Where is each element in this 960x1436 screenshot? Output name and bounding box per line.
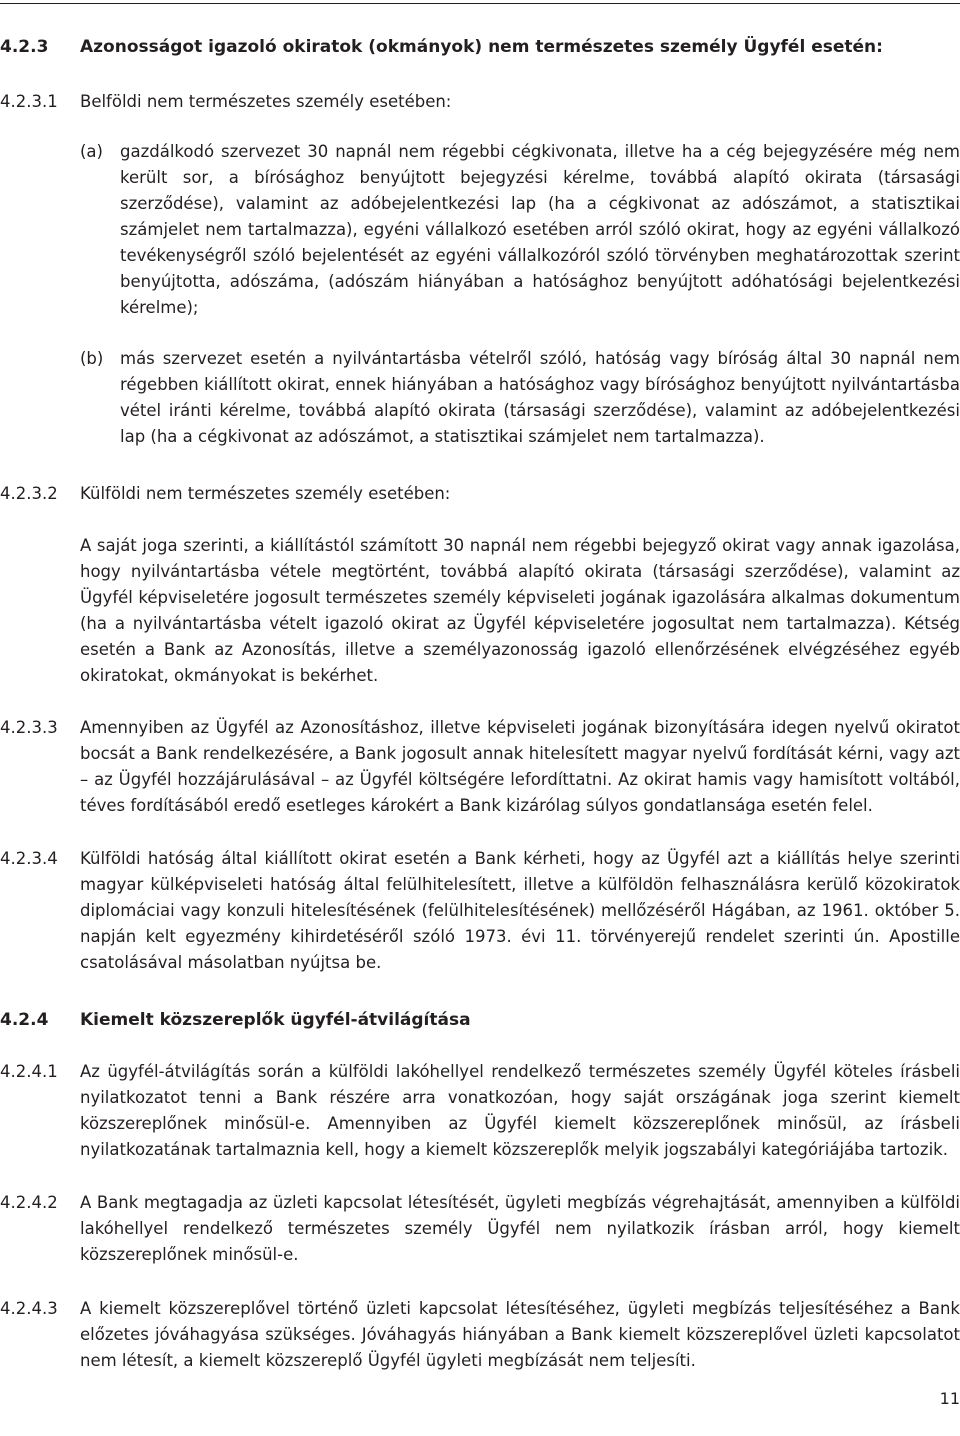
item-text-a: gazdálkodó szervezet 30 napnál nem régebbi cégkivonata, illetve ha a cég bejegyzésére még nem került sor, a bírósághoz benyújtott bejegyzési kérelme, továbbá alapító okirata (társasági szerződése), valamint az adóbejelentkezési lap (ha a cégkivonat az adószámot, a statisztikai számjelet nem tartalmazza), egyéni vállalkozó esetében arról szóló okirat, hogy az egyéni vállalkozó tevékenységről szóló bejelentését az egyéni vállalkozóról szóló törvényben meghatározottak szerint benyújtotta, adószáma, (adószám hiányában a hatósághoz benyújtott adóhatósági bejelentkezési kérelme); <box>120 142 960 317</box>
paragraph-number-4-2-3-4: 4.2.3.4 <box>0 849 58 868</box>
page-number: 11 <box>939 1389 960 1408</box>
paragraph-number-4-2-4-2: 4.2.4.2 <box>0 1193 58 1212</box>
paragraph-number-4-2-4-3: 4.2.4.3 <box>0 1299 58 1318</box>
subsection-number: 4.2.3.2 <box>0 484 58 503</box>
subsection-heading-4-2-3-2 <box>0 481 960 507</box>
subsection-number: 4.2.3.1 <box>0 92 58 111</box>
section-title: Kiemelt közszereplők ügyfél-átvilágítása <box>80 1010 471 1030</box>
header-rule <box>0 3 960 4</box>
section-number: 4.2.3 <box>0 37 49 57</box>
paragraph-4-2-4-3: A kiemelt közszereplővel történő üzleti kapcsolat létesítéséhez, ügyleti megbízás teljesítéséhez a Bank előzetes jóváhagyása szükséges. Jóváhagyás hiányában a Bank kiemelt közszereplővel üzleti kapcsolatot nem létesít, a kiemelt közszereplő Ügyfél ügyleti megbízását nem teljesíti. <box>80 1299 960 1370</box>
section-heading-4-2-4 <box>0 1007 960 1033</box>
subsection-title: Külföldi nem természetes személy esetében: <box>80 484 451 503</box>
subsection-heading-4-2-3-1 <box>0 89 960 115</box>
item-label-b: (b) <box>80 349 104 368</box>
paragraph-number-4-2-4-1: 4.2.4.1 <box>0 1062 58 1081</box>
paragraph-number-4-2-3-3: 4.2.3.3 <box>0 718 58 737</box>
item-text-b: más szervezet esetén a nyilvántartásba vételről szóló, hatóság vagy bíróság által 30 napnál nem régebben kiállított okirat, ennek hiányában a hatósághoz vagy bírósághoz benyújtott nyilvántartásba vétel iránti kérelme, továbbá alapító okirata (társasági szerződése), valamint az adóbejelentkezési lap (ha a cégkivonat az adószámot, a statisztikai számjelet nem tartalmazza). <box>120 349 960 446</box>
paragraph-4-2-3-4: Külföldi hatóság által kiállított okirat esetén a Bank kérheti, hogy az Ügyfél azt a kiállítás helye szerinti magyar külképviseleti hatóság által felülhitelesített, illetve a külföldön felhasználásra kerülő közokiratok diplomáciai vagy konzuli hitelesítésének (felülhitelesítésének) mellőzéséről Hágában, az 1961. október 5. napján kelt egyezmény kihirdetéséről szóló 1973. évi 11. törvényerejű rendelet szerinti ún. Apostille csatolásával másolatban nyújtsa be. <box>80 849 960 972</box>
paragraph-4-2-3-2: A saját joga szerinti, a kiállítástól számított 30 napnál nem régebbi bejegyző okirat vagy annak igazolása, hogy nyilvántartásba vétele megtörtént, továbbá alapító okirata (társasági szerződése), valamint az Ügyfél képviseletére jogosult természetes személy képviseleti jogának igazolására alkalmas dokumentum (ha a nyilvántartásba vételt igazoló okirat az Ügyfél képviseletére jogosultat nem tartalmazza). Kétség esetén a Bank az Azonosítás, illetve a személyazonosság igazoló ellenőrzésének elvégzéséhez egyéb okiratokat, okmányokat is bekérhet. <box>80 536 960 685</box>
paragraph-4-2-3-3: Amennyiben az Ügyfél az Azonosításhoz, illetve képviseleti jogának bizonyítására idegen nyelvű okiratot bocsát a Bank rendelkezésére, a Bank jogosult annak hitelesített magyar nyelvű fordítását kérni, vagy azt – az Ügyfél hozzájárulásával – az Ügyfél költségére lefordíttatni. Az okirat hamis vagy hamisított voltából, téves fordításából eredő esetleges károkért a Bank kizárólag súlyos gondatlansága esetén felel. <box>80 718 960 815</box>
item-label-a: (a) <box>80 142 103 161</box>
paragraph-4-2-4-1: Az ügyfél-átvilágítás során a külföldi lakóhellyel rendelkező természetes személy Ügyfél köteles írásbeli nyilatkozatot tenni a Bank részére arra vonatkozóan, hogy saját országának joga szerint kiemelt közszereplőnek minősül-e. Amennyiben az Ügyfél kiemelt közszereplőnek minősül, az írásbeli nyilatkozatának tartalmaznia kell, hogy a kiemelt közszereplők melyik jogszabályi kategóriájába tartozik. <box>80 1062 960 1159</box>
section-number: 4.2.4 <box>0 1010 49 1030</box>
section-title: Azonosságot igazoló okiratok (okmányok) nem természetes személy Ügyfél esetén: <box>80 37 883 57</box>
subsection-title: Belföldi nem természetes személy esetében: <box>80 92 452 111</box>
paragraph-4-2-4-2: A Bank megtagadja az üzleti kapcsolat létesítését, ügyleti megbízás végrehajtását, amennyiben a külföldi lakóhellyel rendelkező természetes személy Ügyfél nem nyilatkozik írásban arról, hogy kiemelt közszereplőnek minősül-e. <box>80 1193 960 1264</box>
